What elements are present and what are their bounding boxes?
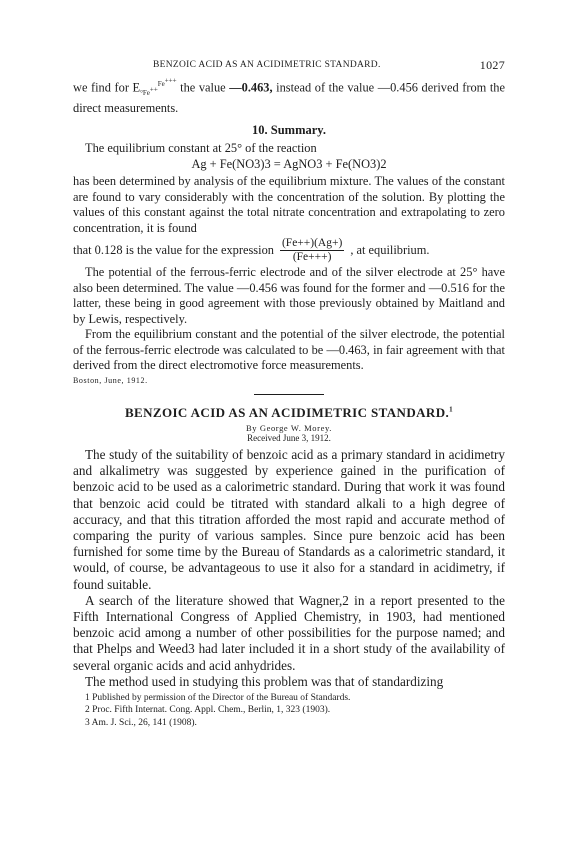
page-number: 1027 xyxy=(479,58,505,72)
summary-paragraph-2: The potential of the ferrous-ferric electrode and of the silver electrode at 25° have also been determined. The value —0.456 was found for the former and —0.516 for the latter, these being in good agreement with those previously obtained by Maitland and by Lewis, respectively. xyxy=(73,265,505,326)
footnote-2: 2 Proc. Fifth Internat. Cong. Appl. Chem., Berlin, 1, 323 (1903). xyxy=(85,705,331,716)
article-paragraph-2: A search of the literature showed that Wagner,2 in a report presented to the Fifth International Congress of Applied Chemistry, in 1903, had mentioned benzoic acid among a number of other possibilities for the purpose named; and that Phelps and Weed3 had later included it in a short study of the availability of several organic acids and acid anhydrides. xyxy=(73,592,505,673)
reaction-equation: Ag + Fe(NO3)3 = AgNO3 + Fe(NO3)2 xyxy=(191,157,387,172)
running-header xyxy=(73,58,505,72)
author-byline: By George W. Morey. xyxy=(245,422,332,433)
section-divider xyxy=(254,394,324,395)
article-body xyxy=(73,447,505,690)
summary-paragraph-1: has been determined by analysis of the equilibrium mixture. The values of the constant are found to vary considerably with the concentration of the solution. By plotting the values of this constant against the total nitrate concentration and extrapolating to zero concentration, it is found xyxy=(73,174,505,235)
received-date: Received June 3, 1912. xyxy=(247,432,331,443)
footnote-1: 1 Published by permission of the Director of the Bureau of Standards. xyxy=(85,692,351,703)
footnote-3: 3 Am. J. Sci., 26, 141 (1908). xyxy=(85,717,197,728)
summary-intro: The equilibrium constant at 25° of the reaction xyxy=(85,140,317,155)
article-paragraph-1: The study of the suitability of benzoic acid as a primary standard in acidimetry and alkalimetry was suggested by experience gained in the purification of benzoic acid to be used as a calorimetric standard. During that work it was found that benzoic acid could be titrated with standard alkali to a high degree of accuracy, and that this titration afforded the most rapid and accurate method of comparing the purity of various samples. Since pure benzoic acid has been furnished for some time by the Bureau of Standards as a calorimetric standard, it would, of course, be advantageous to use it also for a standard in acidimetry, if found suitable. xyxy=(73,446,505,592)
footnotes xyxy=(73,692,505,730)
place-date: Boston, June, 1912. xyxy=(73,375,148,385)
section-heading: 10. Summary. xyxy=(252,122,326,137)
page xyxy=(73,58,505,729)
continuation-text: we find for $E_{^\circ Fe^{++}}^{Fe^{+++}}$ the value —0.463, instead of the value —0.456 derived from the direct measurements. xyxy=(73,77,505,116)
article-title: BENZOIC ACID AS AN ACIDIMETRIC STANDARD.$^1$ xyxy=(124,404,454,420)
expression-line: that 0.128 is the value for the expression $\frac{(Fe++)(Ag+)}{(Fe+++)}$ , at equilibrium. xyxy=(73,237,430,264)
equilibrium-expression: $\frac{(Fe++)(Ag+)}{(Fe+++)}$ xyxy=(281,237,343,264)
summary-paragraph-3: From the equilibrium constant and the potential of the silver electrode, the potential of the ferrous-ferric electrode was calculated to be —0.463, in fair agreement with that derived from the direct electromotive force measurements. xyxy=(73,327,505,373)
article-paragraph-3: The method used in studying this problem was that of standardizing xyxy=(85,673,444,689)
running-title: BENZOIC ACID AS AN ACIDIMETRIC STANDARD. xyxy=(153,60,381,70)
